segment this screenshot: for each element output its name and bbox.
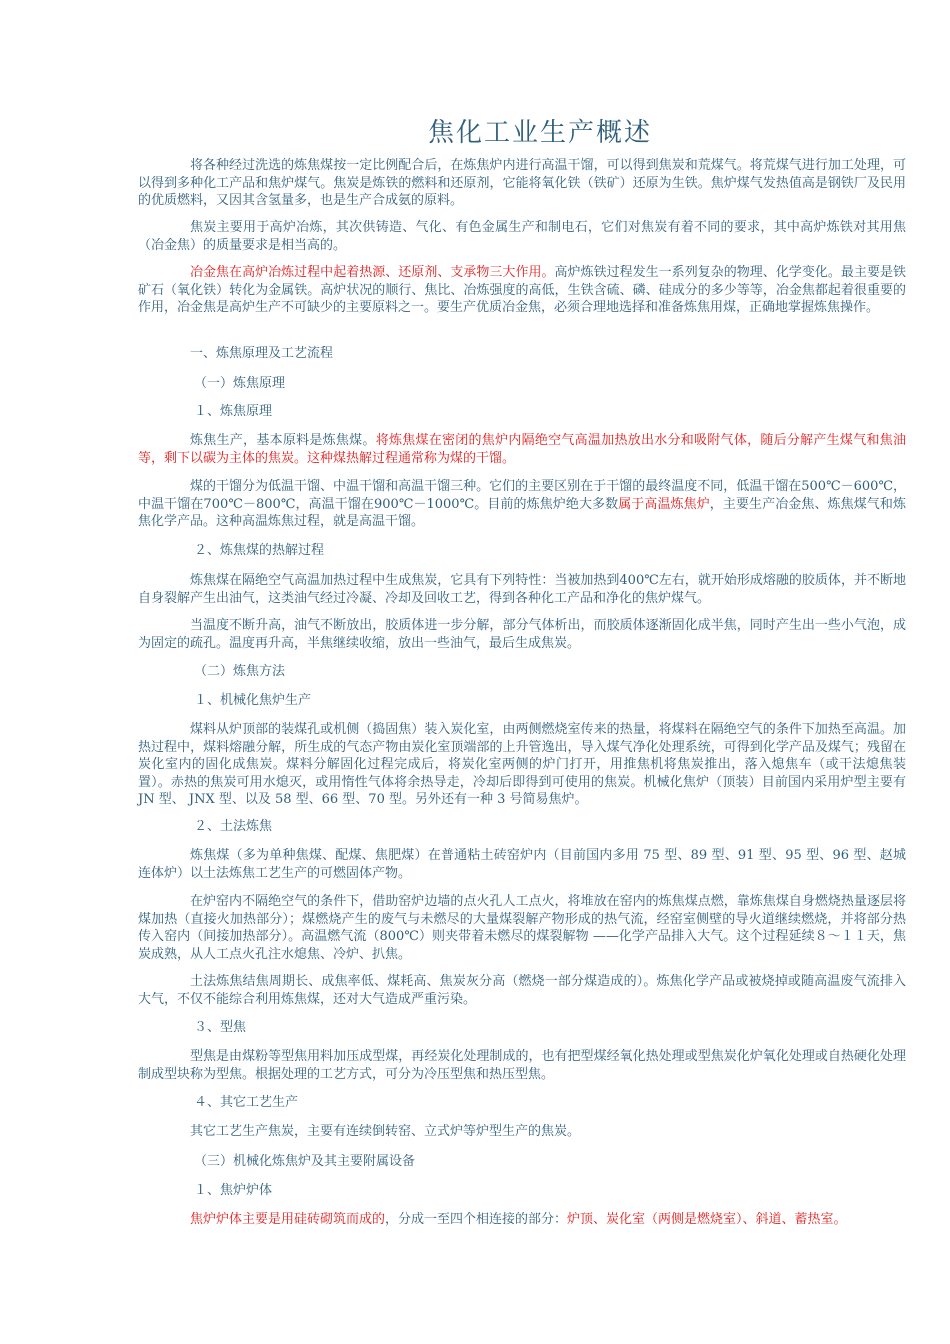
subsection-heading-1-1: （一）炼焦原理 [194, 376, 286, 391]
paragraph-pyrolysis: 炼焦煤在隔绝空气高温加热过程中生成焦炭，它具有下列特性：当被加热到400℃左右，就开始形成熔融的胶质体，并不断地自身裂解产生出油气，这类油气经过冷凝、冷却及回收工艺，得到各种化工产品和净化的焦炉煤气。 [138, 573, 906, 606]
paragraph-metallurgical-coke [138, 264, 906, 317]
paragraph-kiln-process: 在炉窑内不隔绝空气的条件下，借助窑炉边墙的点火孔人工点火，将堆放在窑内的炼焦煤点燃，靠炼焦煤自身燃烧热量逐层将煤加热（直接火加热部分）；煤燃烧产生的废气与未燃尽的大量煤裂解产物形成的热气流，经窑室侧壁的导火道继续燃烧，并将部分热传入窑内（间接加热部分）。高温燃气流（800℃）则夹带着未燃尽的煤裂解物 ——化学产品排入大气。这个过程延续８～１１天，焦炭成熟，从人工点火孔注水熄焦、冷炉、扒焦。 [138, 894, 906, 962]
item-heading-1-2-1: １、机械化焦炉生产 [194, 693, 312, 708]
paragraph-semi-coke: 当温度不断升高，油气不断放出，胶质体进一步分解，部分气体析出，而胶质体逐渐固化成半焦，同时产生出一些小气泡，成为固定的疏孔。温度再升高，半焦继续收缩，放出一些油气，最后生成焦炭。 [138, 618, 906, 651]
item-heading-1-1-1: １、炼焦原理 [194, 404, 273, 419]
subsection-heading-1-2: （二）炼焦方法 [194, 664, 286, 679]
highlight-dry-distillation: 将炼焦煤在密闭的焦炉内隔绝空气高温加热放出水分和吸附气体，随后分解产生煤气和焦油等，剩下以碳为主体的焦炭。这种煤热解过程通常称为煤的干馏。 [138, 433, 906, 466]
highlight-oven-parts: 炉顶、炭化室（两侧是燃烧室）、斜道、蓄热室。 [567, 1212, 847, 1227]
paragraph-intro: 将各种经过洗选的炼焦煤按一定比例配合后，在炼焦炉内进行高温干馏，可以得到焦炭和荒煤气。将荒煤气进行加工处理，可以得到多种化工产品和焦炉煤气。焦炭是炼铁的燃料和还原剂，它能将氧化铁（铁矿）还原为生铁。焦炉煤气发热值高是钢铁厂及民用的优质燃料，又因其含氢量多，也是生产合成氨的原料。 [138, 158, 906, 208]
paragraph-distillation-types [138, 478, 906, 531]
subsection-heading-1-3: （三）机械化炼焦炉及其主要附属设备 [194, 1154, 416, 1169]
paragraph-coke-usage: 焦炭主要用于高炉冶炼，其次供铸造、气化、有色金属生产和制电石，它们对焦炭有着不同的要求，其中高炉炼铁对其用焦（冶金焦）的质量要求是相当高的。 [138, 220, 906, 253]
paragraph-text: ，主要生产冶金焦、炼焦煤气和炼焦化学产品。这种高温炼焦过程，就是高温干馏。 [138, 496, 906, 529]
paragraph-native-coking: 炼焦煤（多为单种焦煤、配煤、焦肥煤）在普通粘土砖窑炉内（目前国内多用 75 型、89 型、91 型、95 型、96 型、赵城连体炉）以土法炼焦工艺生产的可燃固体产物。 [138, 848, 906, 881]
highlight-three-roles: 冶金焦在高炉冶炼过程中起着热源、还原剂、支承物三大作用。 [190, 265, 555, 280]
paragraph-pollution: 土法炼焦结焦周期长、成焦率低、煤耗高、焦炭灰分高（燃烧一部分煤造成的）。炼焦化学产品或被烧掉或随高温废气流排入大气，不仅不能综合利用炼焦煤，还对大气造成严重污染。 [138, 974, 906, 1007]
paragraph-text: ，分成一至四个相连接的部分： [385, 1212, 568, 1227]
paragraph-oven-body [138, 1211, 906, 1229]
item-heading-1-2-2: ２、土法炼焦 [194, 819, 273, 834]
paragraph-text: 炼焦生产，基本原料是炼焦煤。 [190, 433, 376, 448]
item-heading-1-2-3: ３、型焦 [194, 1020, 247, 1035]
paragraph-mechanized-oven: 煤料从炉顶部的装煤孔或机侧（捣固焦）装入炭化室，由两侧燃烧室传来的热量，将煤料在隔绝空气的条件下加热至高温。加热过程中，煤料熔融分解，所生成的气态产物由炭化室顶端部的上升管逸出，导入煤气净化处理系统，可得到化学产品及煤气；残留在炭化室内的固化成焦炭。煤料分解固化过程完成后，将炭化室两侧的炉门打开，用推焦机将焦炭推出，落入熄焦车（或干法熄焦装置）。赤热的焦炭可用水熄灭，或用惰性气体将余热导走，冷却后即得到可使用的焦炭。机械化焦炉（顶装）目前国内采用炉型主要有 JN 型、 JNX 型、以及 58 型、66 型、70 型。另外还有一种 3 号简易焦炉。 [138, 722, 906, 807]
item-heading-1-1-2: ２、炼焦煤的热解过程 [194, 543, 325, 558]
item-heading-1-3-1: １、焦炉炉体 [194, 1183, 273, 1198]
paragraph-text: 煤的干馏分为低温干馏、中温干馏和高温干馏三种。它们的主要区别在于干馏的最终温度不同，低温干馏在500℃－600℃，中温干馏在700℃－800℃，高温干馏在900℃－1000℃。目前的炼焦炉绝大多数 [138, 479, 906, 512]
section-heading-1: 一、炼焦原理及工艺流程 [190, 346, 334, 361]
highlight-silica-brick: 焦炉炉体主要是用硅砖砌筑而成的 [190, 1212, 386, 1227]
document-title: 焦化工业生产概述 [427, 118, 652, 148]
paragraph-text: 高炉炼铁过程发生一系列复杂的物理、化学变化。最主要是铁矿石（氧化铁）转化为金属铁。高炉状况的顺行、焦比、冶炼强度的高低，生铁含硫、磷、硅成分的多少等等，冶金焦都起着很重要的作用，冶金焦是高炉生产不可缺少的主要原料之一。要生产优质冶金焦，必须合理地选择和准备炼焦用煤，正确地掌握炼焦操作。 [138, 265, 906, 315]
paragraph-formed-coke: 型焦是由煤粉等型焦用料加压成型煤，再经炭化处理制成的，也有把型煤经氧化热处理或型焦炭化炉氧化处理或自热硬化处理制成型块称为型焦。根据处理的工艺方式，可分为冷压型焦和热压型焦。 [138, 1049, 906, 1082]
item-heading-1-2-4: ４、其它工艺生产 [194, 1095, 299, 1110]
paragraph-other-processes: 其它工艺生产焦炭，主要有连续倒转窑、立式炉等炉型生产的焦炭。 [190, 1124, 581, 1139]
paragraph-coking-basics [138, 432, 906, 467]
highlight-high-temp-oven: 属于高温炼焦炉 [618, 496, 710, 512]
